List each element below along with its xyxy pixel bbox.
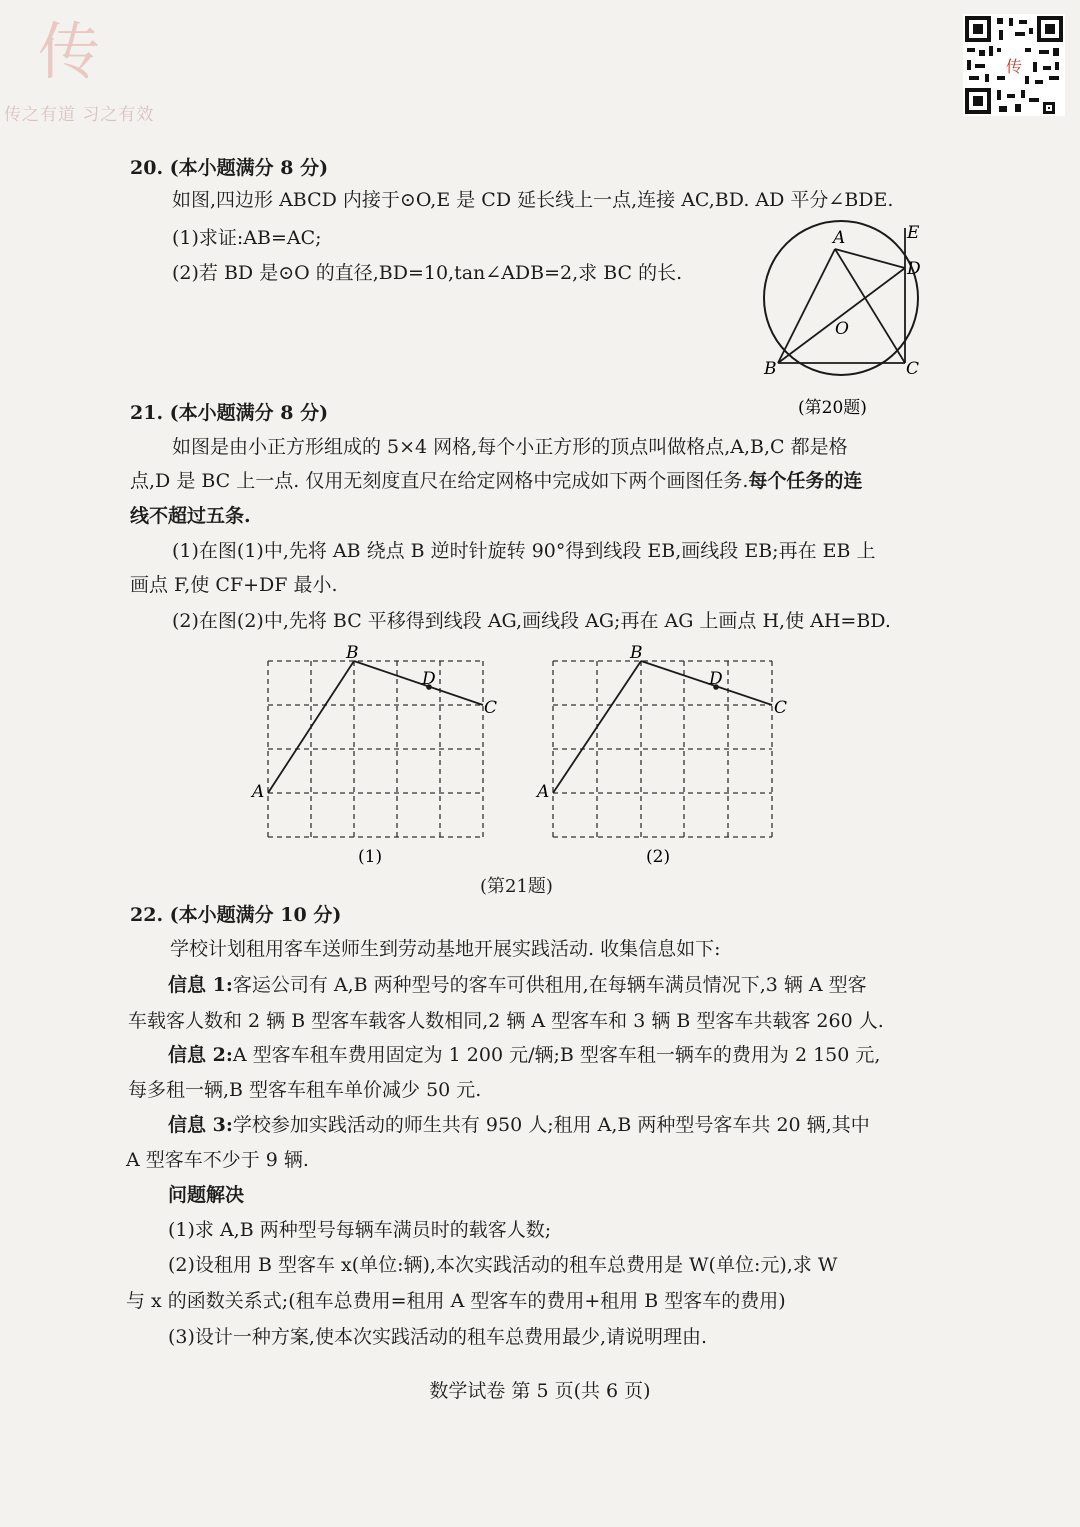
q22-info1-label: 信息 1: xyxy=(168,974,233,996)
fig1-label-B: B xyxy=(346,643,359,663)
q20-segment-BD xyxy=(778,268,905,363)
watermark-slogan: 传之有道 习之有效 xyxy=(4,105,155,125)
q22-problem-title: 问题解决 xyxy=(168,1184,245,1206)
q20-header: 20. (本小题满分 8 分) xyxy=(130,157,329,179)
q21-part2: (2)在图(2)中,先将 BC 平移得到线段 AG,画线段 AG;再在 AG 上画点 H,使 AH=BD. xyxy=(172,610,891,632)
q22-info1-line1 xyxy=(168,972,867,998)
q20-label-C: C xyxy=(906,359,920,379)
fig1-label-A: A xyxy=(252,782,265,802)
q20-stem: 如图,四边形 ABCD 内接于⊙O,E 是 CD 延长线上一点,连接 AC,BD. AD 平分∠BDE. xyxy=(172,189,894,211)
q20-segment-AB xyxy=(778,249,835,363)
qr-center-badge: 传 xyxy=(1005,57,1023,76)
q20-segment-AC xyxy=(835,249,905,363)
fig1-sublabel: (1) xyxy=(358,847,383,867)
q22-info3-line1 xyxy=(168,1112,870,1138)
q21-stem-line2a: 点,D 是 BC 上一点. 仅用无刻度直尺在给定网格中完成如下两个画图任务. xyxy=(130,470,749,492)
q20-label-E: E xyxy=(907,223,920,243)
fig2-label-A: A xyxy=(537,782,550,802)
page-footer: 数学试卷 第 5 页(共 6 页) xyxy=(429,1380,651,1402)
fig1-label-D: D xyxy=(422,669,436,689)
fig1-segment-BC xyxy=(354,661,483,705)
q22-info3-text: 学校参加实践活动的师生共有 950 人;租用 A,B 两种型号客车共 20 辆,其中 xyxy=(232,1114,870,1136)
q22-info2-line2: 每多租一辆,B 型客车租车单价减少 50 元. xyxy=(128,1079,482,1101)
q20-part1: (1)求证:AB=AC; xyxy=(172,227,322,249)
q22-part1: (1)求 A,B 两种型号每辆车满员时的载客人数; xyxy=(168,1219,552,1241)
fig2-label-B: B xyxy=(630,643,643,663)
q21-stem-line2 xyxy=(130,468,862,494)
q22-info1-line2: 车载客人数和 2 辆 B 型客车载客人数相同,2 辆 A 型客车和 3 辆 B 型客车共载客 260 人. xyxy=(128,1010,884,1032)
q20-caption: (第20题) xyxy=(798,398,867,418)
q20-figure xyxy=(750,215,940,425)
q21-figure-1 xyxy=(245,640,505,900)
qr-code xyxy=(963,14,1065,116)
q20-label-B: B xyxy=(764,359,777,379)
q22-part2-line2: 与 x 的函数关系式;(租车总费用=租用 A 型客车的费用+租用 B 型客车的费用) xyxy=(126,1290,786,1312)
q22-info2-line1 xyxy=(168,1042,880,1068)
fig2-sublabel: (2) xyxy=(646,847,671,867)
q21-caption: (第21题) xyxy=(480,876,553,897)
q22-info3-label: 信息 3: xyxy=(168,1114,233,1136)
q22-info2-label: 信息 2: xyxy=(168,1044,233,1066)
q20-label-A: A xyxy=(833,228,846,248)
q22-info1-text: 客运公司有 A,B 两种型号的客车可供租用,在每辆车满员情况下,3 辆 A 型客 xyxy=(232,974,867,996)
q22-part2-line1: (2)设租用 B 型客车 x(单位:辆),本次实践活动的租车总费用是 W(单位:元),求 W xyxy=(168,1254,838,1276)
watermark-logo: 传 xyxy=(38,15,101,88)
q22-info2-text: A 型客车租车费用固定为 1 200 元/辆;B 型客车租一辆车的费用为 2 150 元, xyxy=(232,1044,881,1066)
q21-stem-line3: 线不超过五条. xyxy=(130,505,251,527)
fig2-label-C: C xyxy=(774,698,788,718)
q22-part3: (3)设计一种方案,使本次实践活动的租车总费用最少,请说明理由. xyxy=(168,1326,708,1348)
q22-info3-line2: A 型客车不少于 9 辆. xyxy=(126,1149,309,1171)
fig2-label-D: D xyxy=(709,669,723,689)
q21-stem-emphasis: 每个任务的连 xyxy=(748,470,863,492)
q21-part1-line2: 画点 F,使 CF+DF 最小. xyxy=(130,574,338,596)
q20-part2: (2)若 BD 是⊙O 的直径,BD=10,tan∠ADB=2,求 BC 的长. xyxy=(172,262,683,284)
q20-label-D: D xyxy=(907,259,921,279)
fig1-label-C: C xyxy=(484,698,498,718)
fig2-segment-BC xyxy=(641,661,772,705)
q21-stem-line1: 如图是由小正方形组成的 5×4 网格,每个小正方形的顶点叫做格点,A,B,C 都是格 xyxy=(172,436,848,458)
q22-intro: 学校计划租用客车送师生到劳动基地开展实践活动. 收集信息如下: xyxy=(170,938,721,960)
q22-header: 22. (本小题满分 10 分) xyxy=(130,904,342,926)
q21-figure-2 xyxy=(530,640,790,900)
q21-header: 21. (本小题满分 8 分) xyxy=(130,402,329,424)
q20-label-O: O xyxy=(835,319,849,339)
q21-part1-line1: (1)在图(1)中,先将 AB 绕点 B 逆时针旋转 90°得到线段 EB,画线段 EB;再在 EB 上 xyxy=(172,540,876,562)
